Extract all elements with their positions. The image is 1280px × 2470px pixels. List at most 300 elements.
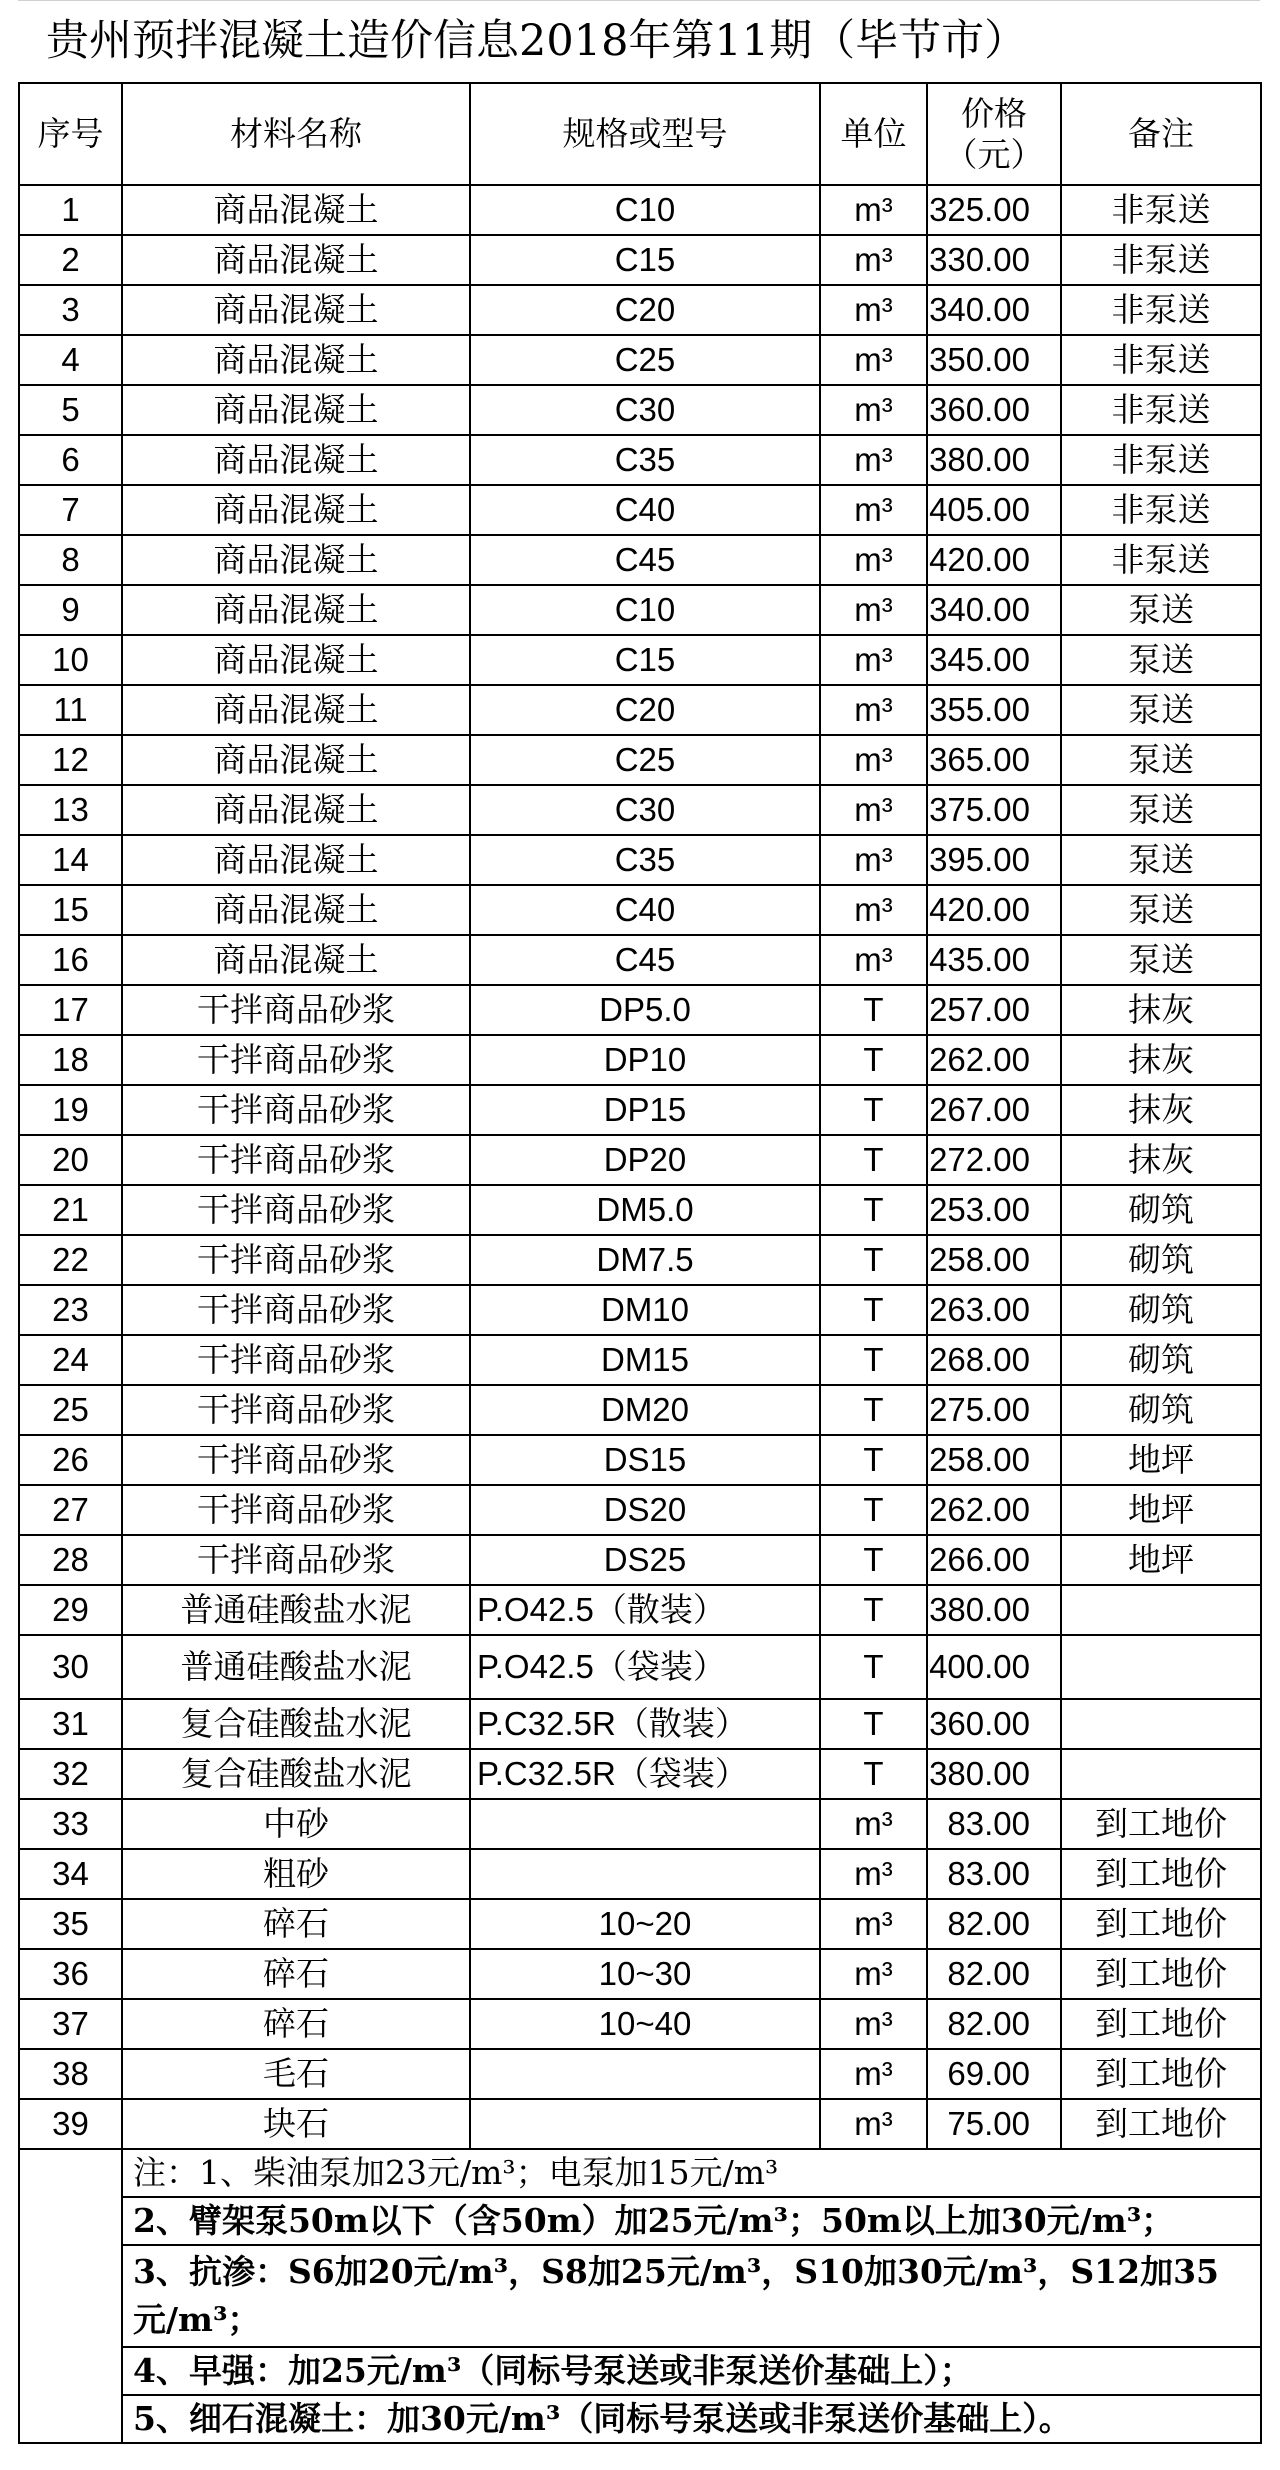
note-row [19, 2149, 1261, 2197]
cell-remark: 到工地价 [1061, 1999, 1261, 2049]
cell-unit: m³ [820, 1999, 927, 2049]
note-text: 3、抗渗：S6加20元/m³，S8加25元/m³，S10加30元/m³，S12加35元/m³； [122, 2245, 1261, 2347]
cell-unit: m³ [820, 185, 927, 235]
cell-index: 12 [19, 735, 122, 785]
cell-remark [1061, 1635, 1261, 1699]
cell-unit: T [820, 1135, 927, 1185]
cell-spec [470, 1849, 820, 1899]
cell-material-name: 商品混凝土 [122, 385, 470, 435]
cell-unit: T [820, 985, 927, 1035]
cell-index: 28 [19, 1535, 122, 1585]
cell-material-name: 干拌商品砂浆 [122, 1485, 470, 1535]
cell-remark: 泵送 [1061, 935, 1261, 985]
note-blank-cell [19, 2347, 122, 2395]
cell-unit: T [820, 1235, 927, 1285]
cell-unit: m³ [820, 585, 927, 635]
cell-price: 360.00 [927, 385, 1061, 435]
cell-index: 22 [19, 1235, 122, 1285]
table-row [19, 985, 1261, 1035]
table-row [19, 1085, 1261, 1135]
cell-spec: 10~20 [470, 1899, 820, 1949]
cell-material-name: 毛石 [122, 2049, 470, 2099]
cell-index: 24 [19, 1335, 122, 1385]
table-header-row [19, 83, 1261, 185]
cell-material-name: 商品混凝土 [122, 235, 470, 285]
cell-price: 330.00 [927, 235, 1061, 285]
cell-index: 1 [19, 185, 122, 235]
cell-spec: 10~40 [470, 1999, 820, 2049]
note-row [19, 2395, 1261, 2443]
cell-spec [470, 1799, 820, 1849]
cell-unit: T [820, 1435, 927, 1485]
cell-remark: 泵送 [1061, 735, 1261, 785]
cell-price: 262.00 [927, 1035, 1061, 1085]
cell-remark: 抹灰 [1061, 1085, 1261, 1135]
note-blank-cell [19, 2149, 122, 2197]
header-price-line1: 价格 [961, 93, 1027, 133]
cell-price: 258.00 [927, 1435, 1061, 1485]
table-row [19, 585, 1261, 635]
table-row [19, 835, 1261, 885]
cell-spec: C20 [470, 285, 820, 335]
cell-spec: DP10 [470, 1035, 820, 1085]
cell-price: 75.00 [927, 2099, 1061, 2149]
cell-remark: 地坪 [1061, 1535, 1261, 1585]
cell-unit: m³ [820, 685, 927, 735]
cell-spec: 10~30 [470, 1949, 820, 1999]
cell-material-name: 商品混凝土 [122, 635, 470, 685]
cell-spec: DP20 [470, 1135, 820, 1185]
cell-index: 6 [19, 435, 122, 485]
cell-remark: 到工地价 [1061, 2049, 1261, 2099]
cell-unit: m³ [820, 485, 927, 535]
cell-remark: 非泵送 [1061, 385, 1261, 435]
table-row [19, 385, 1261, 435]
cell-remark: 泵送 [1061, 685, 1261, 735]
cell-material-name: 中砂 [122, 1799, 470, 1849]
table-row [19, 785, 1261, 835]
note-blank-cell [19, 2197, 122, 2245]
cell-index: 18 [19, 1035, 122, 1085]
note-row [19, 2347, 1261, 2395]
cell-remark: 非泵送 [1061, 285, 1261, 335]
cell-index: 38 [19, 2049, 122, 2099]
cell-remark: 到工地价 [1061, 1949, 1261, 1999]
table-row [19, 1999, 1261, 2049]
cell-unit: m³ [820, 385, 927, 435]
cell-material-name: 干拌商品砂浆 [122, 1185, 470, 1235]
cell-material-name: 干拌商品砂浆 [122, 1435, 470, 1485]
cell-spec: C20 [470, 685, 820, 735]
cell-price: 82.00 [927, 1949, 1061, 1999]
cell-price: 380.00 [927, 1585, 1061, 1635]
cell-price: 345.00 [927, 635, 1061, 685]
cell-spec: C35 [470, 435, 820, 485]
cell-remark: 砌筑 [1061, 1235, 1261, 1285]
cell-unit: m³ [820, 235, 927, 285]
cell-material-name: 复合硅酸盐水泥 [122, 1749, 470, 1799]
table-row [19, 2099, 1261, 2149]
cell-index: 8 [19, 535, 122, 585]
cell-spec: P.O42.5（袋装） [470, 1635, 820, 1699]
cell-material-name: 商品混凝土 [122, 835, 470, 885]
cell-unit: T [820, 1485, 927, 1535]
cell-remark: 砌筑 [1061, 1285, 1261, 1335]
cell-unit: T [820, 1335, 927, 1385]
cell-price: 325.00 [927, 185, 1061, 235]
cell-index: 16 [19, 935, 122, 985]
table-row [19, 1485, 1261, 1535]
cell-spec: C30 [470, 785, 820, 835]
cell-index: 36 [19, 1949, 122, 1999]
cell-index: 31 [19, 1699, 122, 1749]
cell-index: 30 [19, 1635, 122, 1699]
table-row [19, 1235, 1261, 1285]
cell-price: 268.00 [927, 1335, 1061, 1385]
cell-price: 253.00 [927, 1185, 1061, 1235]
document-title: 贵州预拌混凝土造价信息2018年第11期（毕节市） [18, 0, 1260, 82]
cell-remark: 到工地价 [1061, 2099, 1261, 2149]
note-row [19, 2197, 1261, 2245]
table-row [19, 935, 1261, 985]
cell-spec: DS20 [470, 1485, 820, 1535]
cell-material-name: 商品混凝土 [122, 685, 470, 735]
cell-price: 395.00 [927, 835, 1061, 885]
cell-spec: C25 [470, 735, 820, 785]
cell-material-name: 干拌商品砂浆 [122, 1235, 470, 1285]
cell-spec: P.O42.5（散装） [470, 1585, 820, 1635]
cell-material-name: 块石 [122, 2099, 470, 2149]
cell-unit: T [820, 1035, 927, 1085]
cell-spec: C10 [470, 585, 820, 635]
cell-material-name: 商品混凝土 [122, 785, 470, 835]
notes-body [19, 2149, 1261, 2443]
cell-remark [1061, 1749, 1261, 1799]
table-row [19, 1135, 1261, 1185]
cell-spec: C10 [470, 185, 820, 235]
cell-price: 380.00 [927, 1749, 1061, 1799]
cell-remark: 砌筑 [1061, 1185, 1261, 1235]
table-row [19, 285, 1261, 335]
cell-unit: m³ [820, 1849, 927, 1899]
cell-remark: 非泵送 [1061, 335, 1261, 385]
cell-material-name: 普通硅酸盐水泥 [122, 1635, 470, 1699]
cell-unit: T [820, 1585, 927, 1635]
cell-spec: C15 [470, 235, 820, 285]
header-spec: 规格或型号 [470, 83, 820, 185]
cell-remark [1061, 1585, 1261, 1635]
cell-index: 26 [19, 1435, 122, 1485]
note-blank-cell [19, 2245, 122, 2347]
table-row [19, 1635, 1261, 1699]
cell-material-name: 干拌商品砂浆 [122, 1085, 470, 1135]
table-row [19, 1035, 1261, 1085]
cell-index: 2 [19, 235, 122, 285]
cell-remark: 泵送 [1061, 835, 1261, 885]
cell-remark [1061, 1699, 1261, 1749]
cell-unit: T [820, 1385, 927, 1435]
cell-material-name: 商品混凝土 [122, 435, 470, 485]
cell-unit: m³ [820, 1799, 927, 1849]
table-row [19, 1699, 1261, 1749]
table-row [19, 1385, 1261, 1435]
header-unit: 单位 [820, 83, 927, 185]
cell-unit: m³ [820, 885, 927, 935]
cell-index: 34 [19, 1849, 122, 1899]
cell-spec: C40 [470, 885, 820, 935]
cell-price: 82.00 [927, 1999, 1061, 2049]
cell-spec: DM5.0 [470, 1185, 820, 1235]
table-row [19, 1185, 1261, 1235]
cell-remark: 砌筑 [1061, 1335, 1261, 1385]
cell-material-name: 干拌商品砂浆 [122, 1035, 470, 1085]
cell-spec: DM7.5 [470, 1235, 820, 1285]
cell-spec: C40 [470, 485, 820, 535]
table-row [19, 1849, 1261, 1899]
note-row [19, 2245, 1261, 2347]
cell-remark: 非泵送 [1061, 535, 1261, 585]
cell-price: 266.00 [927, 1535, 1061, 1585]
cell-price: 340.00 [927, 585, 1061, 635]
cell-price: 365.00 [927, 735, 1061, 785]
cell-index: 15 [19, 885, 122, 935]
cell-spec: P.C32.5R（散装） [470, 1699, 820, 1749]
table-row [19, 335, 1261, 385]
cell-index: 29 [19, 1585, 122, 1635]
cell-unit: m³ [820, 285, 927, 335]
cell-price: 355.00 [927, 685, 1061, 735]
cell-index: 7 [19, 485, 122, 535]
cell-index: 5 [19, 385, 122, 435]
cell-material-name: 粗砂 [122, 1849, 470, 1899]
cell-unit: m³ [820, 635, 927, 685]
table-row [19, 1335, 1261, 1385]
table-row [19, 1435, 1261, 1485]
cell-material-name: 商品混凝土 [122, 735, 470, 785]
table-row [19, 1799, 1261, 1849]
cell-remark: 非泵送 [1061, 435, 1261, 485]
cell-material-name: 干拌商品砂浆 [122, 985, 470, 1035]
cell-unit: T [820, 1185, 927, 1235]
table-row [19, 1535, 1261, 1585]
cell-unit: m³ [820, 1899, 927, 1949]
cell-index: 17 [19, 985, 122, 1035]
cell-material-name: 复合硅酸盐水泥 [122, 1699, 470, 1749]
note-text: 2、臂架泵50m以下（含50m）加25元/m³；50m以上加30元/m³； [122, 2197, 1261, 2245]
cell-price: 435.00 [927, 935, 1061, 985]
cell-index: 32 [19, 1749, 122, 1799]
cell-index: 14 [19, 835, 122, 885]
cell-remark: 泵送 [1061, 585, 1261, 635]
cell-material-name: 干拌商品砂浆 [122, 1535, 470, 1585]
table-row [19, 185, 1261, 235]
cell-remark: 抹灰 [1061, 1035, 1261, 1085]
header-name: 材料名称 [122, 83, 470, 185]
cell-unit: T [820, 1699, 927, 1749]
cell-spec: DS15 [470, 1435, 820, 1485]
cell-price: 405.00 [927, 485, 1061, 535]
cell-spec: DP5.0 [470, 985, 820, 1035]
cell-unit: m³ [820, 435, 927, 485]
cell-index: 25 [19, 1385, 122, 1435]
cell-material-name: 干拌商品砂浆 [122, 1335, 470, 1385]
table-row [19, 1585, 1261, 1635]
cell-spec: C45 [470, 935, 820, 985]
cell-unit: T [820, 1749, 927, 1799]
cell-spec: DS25 [470, 1535, 820, 1585]
table-row [19, 485, 1261, 535]
cell-price: 360.00 [927, 1699, 1061, 1749]
cell-spec [470, 2099, 820, 2149]
cell-price: 263.00 [927, 1285, 1061, 1335]
cell-material-name: 商品混凝土 [122, 185, 470, 235]
cell-unit: T [820, 1285, 927, 1335]
cell-material-name: 干拌商品砂浆 [122, 1285, 470, 1335]
cell-price: 83.00 [927, 1799, 1061, 1849]
table-row [19, 1899, 1261, 1949]
cell-unit: m³ [820, 535, 927, 585]
cell-index: 4 [19, 335, 122, 385]
table-row [19, 2049, 1261, 2099]
cell-unit: m³ [820, 835, 927, 885]
cell-index: 39 [19, 2099, 122, 2149]
cell-spec: DP15 [470, 1085, 820, 1135]
table-body [19, 185, 1261, 2149]
cell-price: 262.00 [927, 1485, 1061, 1535]
cell-price: 380.00 [927, 435, 1061, 485]
cell-spec: C30 [470, 385, 820, 435]
cell-remark: 泵送 [1061, 635, 1261, 685]
cell-material-name: 商品混凝土 [122, 285, 470, 335]
cell-remark: 泵送 [1061, 785, 1261, 835]
header-price-line2: （元） [944, 135, 1044, 174]
cell-index: 33 [19, 1799, 122, 1849]
table-row [19, 1749, 1261, 1799]
note-text: 5、细石混凝土：加30元/m³（同标号泵送或非泵送价基础上）。 [122, 2395, 1261, 2443]
table-row [19, 535, 1261, 585]
cell-spec: DM20 [470, 1385, 820, 1435]
cell-material-name: 商品混凝土 [122, 885, 470, 935]
cell-price: 375.00 [927, 785, 1061, 835]
cell-index: 10 [19, 635, 122, 685]
cell-material-name: 商品混凝土 [122, 935, 470, 985]
table-row [19, 735, 1261, 785]
table-row [19, 1949, 1261, 1999]
cell-remark: 抹灰 [1061, 985, 1261, 1035]
cell-price: 83.00 [927, 1849, 1061, 1899]
cell-index: 11 [19, 685, 122, 735]
cell-spec: C35 [470, 835, 820, 885]
cell-spec [470, 2049, 820, 2099]
header-price [927, 83, 1061, 185]
cell-spec: DM10 [470, 1285, 820, 1335]
cell-unit: m³ [820, 2049, 927, 2099]
note-text: 4、早强：加25元/m³（同标号泵送或非泵送价基础上）； [122, 2347, 1261, 2395]
cell-price: 258.00 [927, 1235, 1061, 1285]
cell-material-name: 干拌商品砂浆 [122, 1385, 470, 1435]
cell-price: 350.00 [927, 335, 1061, 385]
cell-material-name: 商品混凝土 [122, 535, 470, 585]
note-blank-cell [19, 2395, 122, 2443]
cell-index: 19 [19, 1085, 122, 1135]
cell-index: 35 [19, 1899, 122, 1949]
table-row [19, 885, 1261, 935]
cell-index: 21 [19, 1185, 122, 1235]
cell-price: 420.00 [927, 535, 1061, 585]
cell-unit: m³ [820, 2099, 927, 2149]
cell-unit: T [820, 1635, 927, 1699]
cell-remark: 非泵送 [1061, 185, 1261, 235]
cell-price: 267.00 [927, 1085, 1061, 1135]
cell-remark: 非泵送 [1061, 485, 1261, 535]
cell-material-name: 商品混凝土 [122, 585, 470, 635]
cell-spec: C15 [470, 635, 820, 685]
cell-unit: m³ [820, 335, 927, 385]
cell-index: 3 [19, 285, 122, 335]
cell-price: 420.00 [927, 885, 1061, 935]
cell-material-name: 碎石 [122, 1949, 470, 1999]
cell-remark: 非泵送 [1061, 235, 1261, 285]
cell-price: 272.00 [927, 1135, 1061, 1185]
cell-remark: 泵送 [1061, 885, 1261, 935]
table-row [19, 635, 1261, 685]
cell-remark: 抹灰 [1061, 1135, 1261, 1185]
cell-index: 23 [19, 1285, 122, 1335]
table-row [19, 435, 1261, 485]
cell-index: 37 [19, 1999, 122, 2049]
cell-spec: C45 [470, 535, 820, 585]
cell-unit: m³ [820, 785, 927, 835]
cell-index: 9 [19, 585, 122, 635]
cell-remark: 到工地价 [1061, 1799, 1261, 1849]
cell-remark: 地坪 [1061, 1485, 1261, 1535]
cell-unit: m³ [820, 935, 927, 985]
cell-spec: P.C32.5R（袋装） [470, 1749, 820, 1799]
cell-price: 275.00 [927, 1385, 1061, 1435]
cell-unit: m³ [820, 1949, 927, 1999]
cell-price: 257.00 [927, 985, 1061, 1035]
cell-material-name: 碎石 [122, 1999, 470, 2049]
cell-material-name: 干拌商品砂浆 [122, 1135, 470, 1185]
cell-unit: m³ [820, 735, 927, 785]
cell-price: 340.00 [927, 285, 1061, 335]
cell-spec: DM15 [470, 1335, 820, 1385]
header-remark: 备注 [1061, 83, 1261, 185]
cell-remark: 砌筑 [1061, 1385, 1261, 1435]
table-row [19, 1285, 1261, 1335]
table-row [19, 235, 1261, 285]
cell-material-name: 普通硅酸盐水泥 [122, 1585, 470, 1635]
cell-index: 20 [19, 1135, 122, 1185]
table-row [19, 685, 1261, 735]
note-text: 注：1、柴油泵加23元/m³；电泵加15元/m³ [122, 2149, 1261, 2197]
cell-remark: 地坪 [1061, 1435, 1261, 1485]
cell-material-name: 商品混凝土 [122, 485, 470, 535]
cell-remark: 到工地价 [1061, 1899, 1261, 1949]
cell-unit: T [820, 1085, 927, 1135]
cell-material-name: 商品混凝土 [122, 335, 470, 385]
cell-material-name: 碎石 [122, 1899, 470, 1949]
cell-price: 400.00 [927, 1635, 1061, 1699]
cell-remark: 到工地价 [1061, 1849, 1261, 1899]
header-index: 序号 [19, 83, 122, 185]
cell-index: 27 [19, 1485, 122, 1535]
cell-price: 69.00 [927, 2049, 1061, 2099]
cell-unit: T [820, 1535, 927, 1585]
cell-index: 13 [19, 785, 122, 835]
cell-price: 82.00 [927, 1899, 1061, 1949]
cell-spec: C25 [470, 335, 820, 385]
